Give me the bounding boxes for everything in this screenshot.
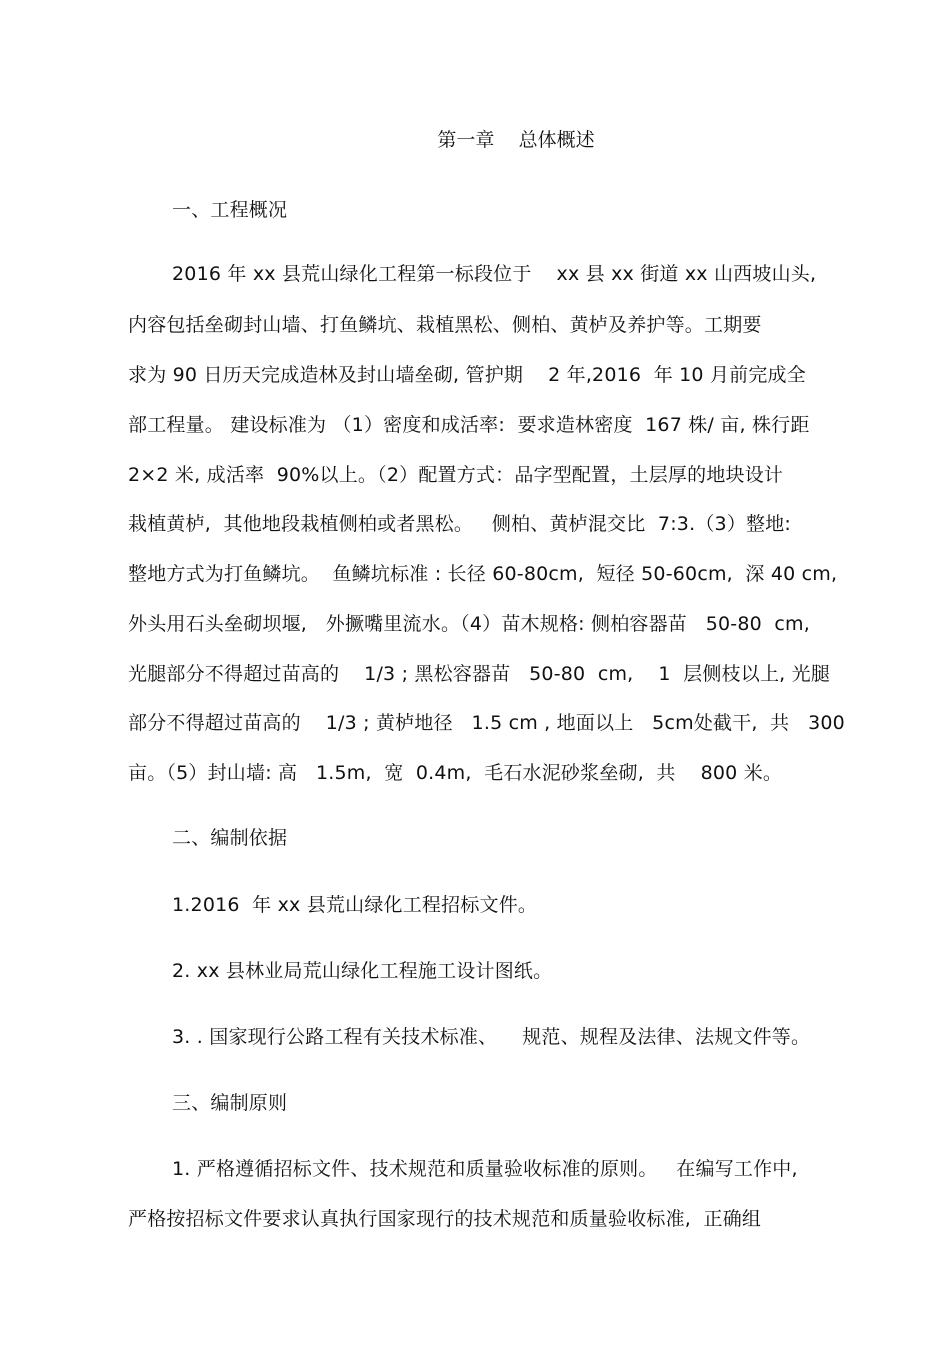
paragraph-line: 部工程量。 建设标准为 （1）密度和成活率: 要求造林密度 167 株/ 亩, 株行距	[128, 414, 810, 436]
list-item: 3. . 国家现行公路工程有关技术标准、 规范、规程及法律、法规文件等。	[172, 1026, 811, 1048]
section-heading-principles: 三、编制原则	[172, 1092, 288, 1114]
paragraph-line: 内容包括垒砌封山墙、打鱼鳞坑、栽植黑松、侧柏、黄栌及养护等。工期要	[128, 314, 762, 336]
paragraph-line: 1. 严格遵循招标文件、技术规范和质量验收标准的原则。 在编写工作中,	[172, 1158, 798, 1180]
paragraph-line: 外头用石头垒砌坝堰, 外撅嘴里流水。（4）苗木规格: 侧柏容器苗 50-80 cm,	[128, 613, 810, 635]
section-heading-basis: 二、编制依据	[172, 827, 288, 849]
paragraph-line: 严格按招标文件要求认真执行国家现行的技术规范和质量验收标准, 正确组	[128, 1208, 762, 1230]
paragraph-line: 部分不得超过苗高的 1/3 ; 黄栌地径 1.5 cm , 地面以上 5cm处截干, 共 300	[128, 712, 845, 734]
paragraph-line: 栽植黄栌, 其他地段栽植侧柏或者黑松。 侧柏、黄栌混交比 7:3.（3）整地:	[128, 513, 792, 535]
section-heading-overview: 一、工程概况	[172, 199, 288, 221]
list-item: 1.2016 年 xx 县荒山绿化工程招标文件。	[172, 894, 538, 916]
chapter-title: 第一章 总体概述	[437, 129, 595, 151]
paragraph-line: 光腿部分不得超过苗高的 1/3 ; 黑松容器苗 50-80 cm, 1 层侧枝以上, 光腿	[128, 663, 831, 685]
paragraph-line: 2×2 米, 成活率 90%以上。（2）配置方式：品字型配置，土层厚的地块设计	[128, 464, 784, 486]
paragraph-line: 亩。（5）封山墙: 高 1.5m, 宽 0.4m, 毛石水泥砂浆垒砌, 共 800 米。	[128, 762, 783, 784]
paragraph-line: 求为 90 日历天完成造林及封山墙垒砌, 管护期 2 年,2016 年 10 月前完成全	[128, 364, 806, 386]
paragraph-line: 2016 年 xx 县荒山绿化工程第一标段位于 xx 县 xx 街道 xx 山西坡山头,	[172, 263, 817, 285]
paragraph-line: 整地方式为打鱼鳞坑。 鱼鳞坑标准 : 长径 60-80cm, 短径 50-60cm, 深 40 cm,	[128, 563, 838, 585]
list-item: 2. xx 县林业局荒山绿化工程施工设计图纸。	[172, 960, 553, 982]
